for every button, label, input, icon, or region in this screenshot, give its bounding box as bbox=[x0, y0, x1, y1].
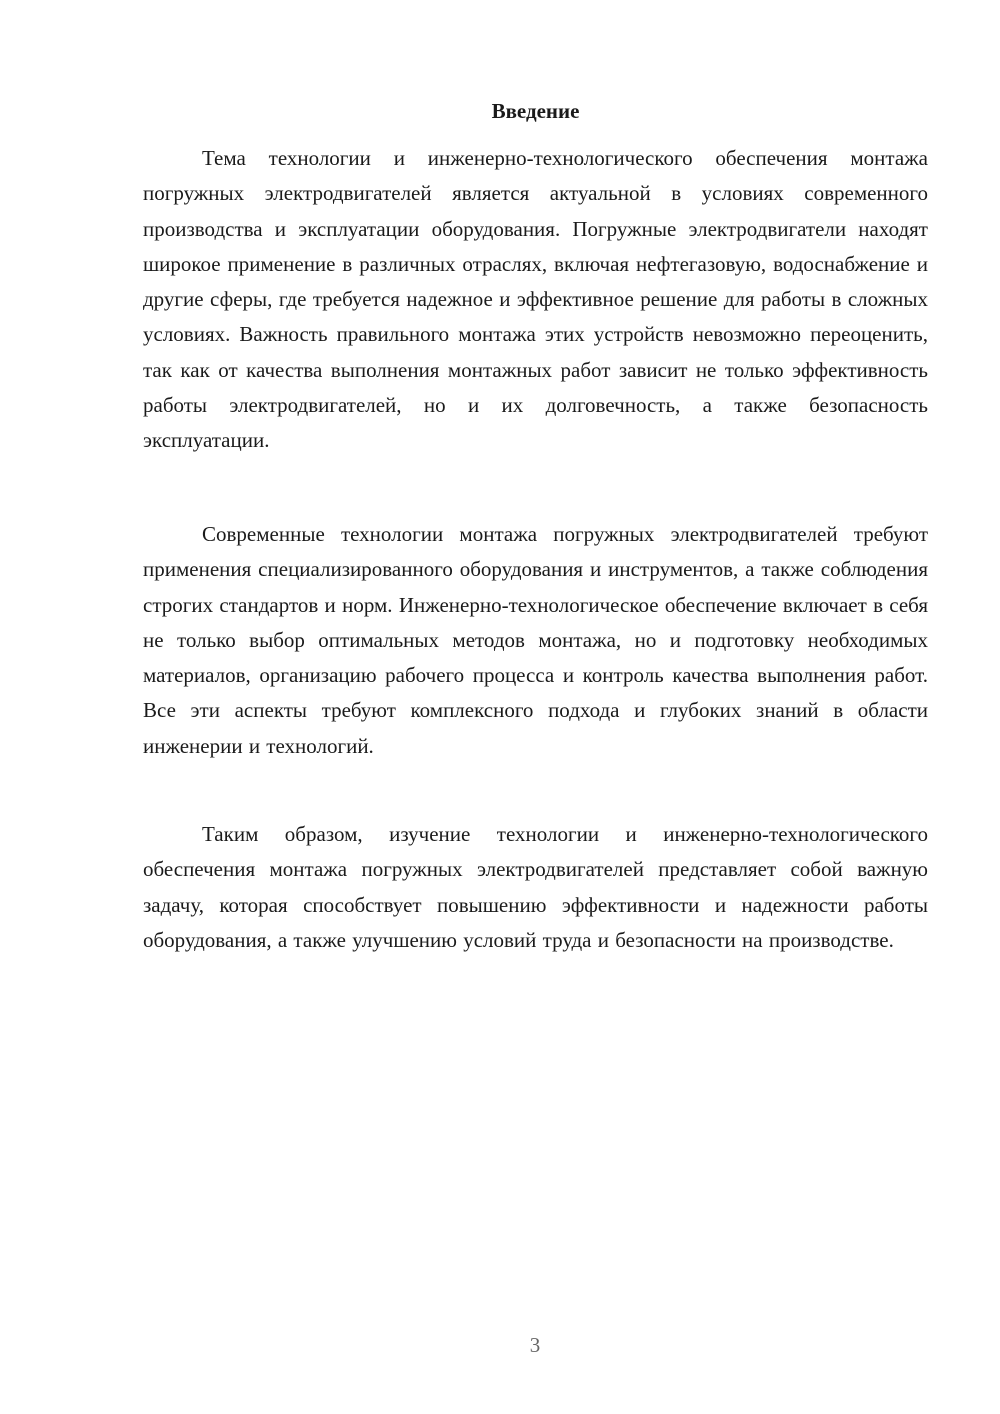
paragraph-1: Тема технологии и инженерно-технологического обеспечения монтажа погружных электродвигателей является актуальной в условиях современного производства и эксплуатации оборудования. Погружные электродвигатели находят широкое применение в различных отраслях, включая нефтегазовую, водоснабжение и другие сферы, где требуется надежное и эффективное решение для работы в сложных условиях. Важность правильного монтажа этих устройств невозможно переоценить, так как от качества выполнения монтажных работ зависит не только эффективность работы электродвигателей, но и их долговечность, а также безопасность эксплуатации. bbox=[143, 146, 928, 453]
paragraph-3: Таким образом, изучение технологии и инженерно-технологического обеспечения монтажа погружных электродвигателей представляет собой важную задачу, которая способствует повышению эффективности и надежности работы оборудования, а также улучшению условий труда и безопасности на производстве. bbox=[143, 822, 928, 952]
page-number: 3 bbox=[529, 1333, 541, 1357]
section-heading: Введение bbox=[491, 99, 580, 123]
paragraph-2: Современные технологии монтажа погружных электродвигателей требуют применения специализированного оборудования и инструментов, а также соблюдения строгих стандартов и норм. Инженерно-технологическое обеспечение включает в себя не только выбор оптимальных методов монтажа, но и подготовку необходимых материалов, организацию рабочего процесса и контроль качества выполнения работ. Все эти аспекты требуют комплексного подхода и глубоких знаний в области инженерии и технологий. bbox=[143, 522, 928, 758]
